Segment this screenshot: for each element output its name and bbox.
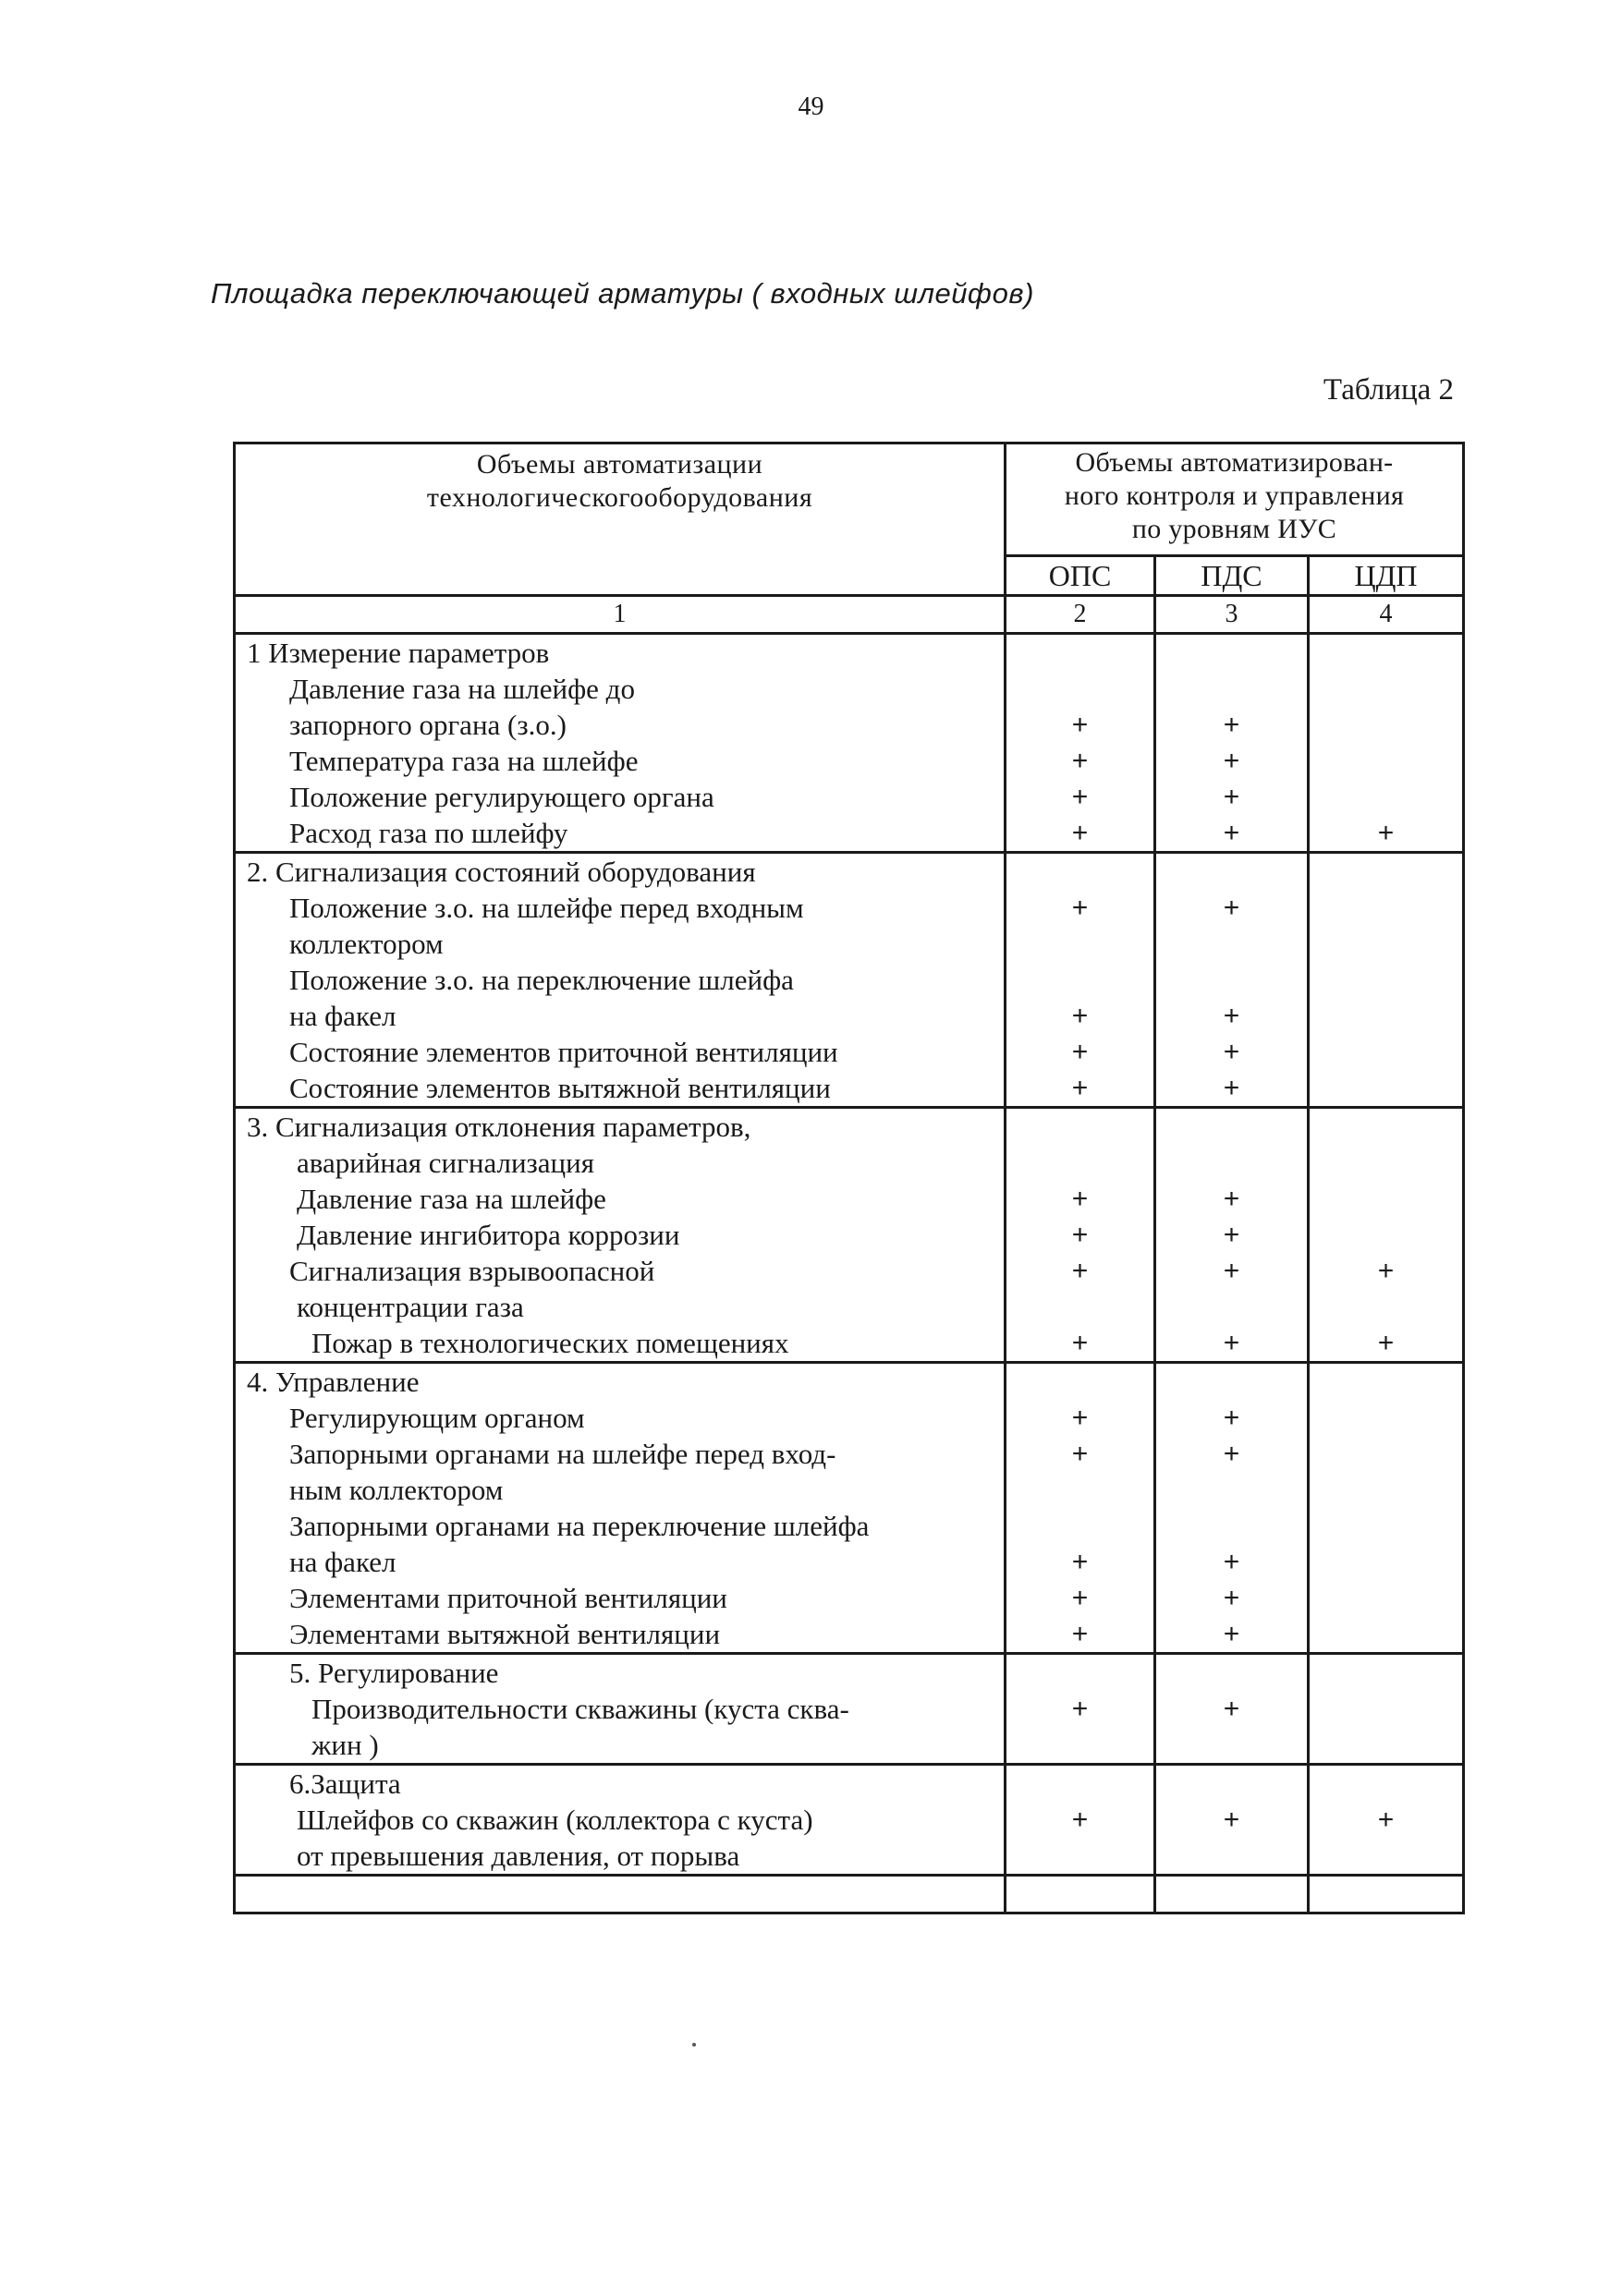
section-row: [235, 1108, 1464, 1363]
page-number: 49: [798, 92, 824, 121]
mark-cell-cdp: [1309, 1654, 1464, 1765]
plus-mark: +: [1071, 1037, 1089, 1067]
header-row: [235, 443, 1464, 556]
mark-cell-pds: [1155, 1108, 1309, 1363]
parameter-line: концентрации газа: [297, 1291, 524, 1323]
parameter-line: ным коллектором: [289, 1474, 504, 1506]
header-control-levels: [1006, 443, 1464, 556]
plus-mark: +: [1071, 893, 1089, 923]
parameter-line: Положение з.о. на переключение шлейфа: [289, 964, 794, 996]
plus-mark: [1310, 1109, 1462, 1145]
parameter-line: Температура газа на шлейфе: [289, 745, 639, 777]
plus-mark: [1310, 1616, 1462, 1652]
plus-mark: +: [1071, 782, 1089, 812]
plus-mark: [1006, 962, 1153, 998]
plus-mark: [1310, 1580, 1462, 1616]
mark-cell-ops: [1006, 634, 1155, 853]
header-right-line: Объемы автоматизирован-: [1075, 447, 1394, 478]
plus-mark: [1310, 1070, 1462, 1106]
section-heading: 5. Регулирование: [289, 1657, 499, 1689]
section-text-cell: [235, 1363, 1006, 1654]
mark-cell-ops: [1006, 1363, 1155, 1654]
parameter-line: Пожар в технологических помещениях: [311, 1327, 789, 1359]
plus-mark: [1310, 1472, 1462, 1508]
section-row: [235, 853, 1464, 1108]
plus-mark: [1310, 854, 1462, 890]
plus-mark: [1006, 1508, 1153, 1544]
section-row: [235, 634, 1464, 853]
mark-cell-ops: [1006, 1765, 1155, 1876]
plus-mark: +: [1223, 1220, 1240, 1250]
plus-mark: +: [1071, 1073, 1089, 1103]
plus-mark: +: [1223, 893, 1240, 923]
plus-mark: [1310, 743, 1462, 779]
plus-mark: +: [1223, 1328, 1240, 1358]
parameter-line: Производительности скважины (куста сква-: [311, 1693, 849, 1725]
plus-mark: [1006, 1364, 1153, 1400]
plus-mark: [1310, 998, 1462, 1034]
plus-mark: [1156, 635, 1307, 671]
mark-cell-cdp: [1309, 1108, 1464, 1363]
plus-mark: +: [1377, 1256, 1395, 1286]
level-ops: ОПС: [1006, 556, 1155, 596]
plus-mark: +: [1071, 1694, 1089, 1724]
plus-mark: [1006, 1766, 1153, 1802]
parameter-line: аварийная сигнализация: [297, 1147, 594, 1179]
header-automation-volumes: [235, 443, 1006, 596]
section-text-cell: [235, 1108, 1006, 1363]
column-number: 3: [1155, 596, 1309, 634]
parameter-line: Положение регулирующего органа: [289, 781, 714, 813]
plus-mark: +: [1071, 1001, 1089, 1031]
parameter-line: Запорными органами на шлейфе перед вход-: [289, 1438, 836, 1470]
plus-mark: [1156, 926, 1307, 962]
section-heading: 4. Управление: [247, 1366, 420, 1398]
plus-mark: +: [1223, 1583, 1240, 1613]
plus-mark: [1006, 854, 1153, 890]
column-number-row: [235, 596, 1464, 634]
plus-mark: [1006, 1145, 1153, 1181]
plus-mark: +: [1223, 1547, 1240, 1577]
parameter-line: Давление ингибитора коррозии: [297, 1219, 680, 1251]
parameter-line: жин ): [311, 1729, 379, 1761]
mark-cell-pds: [1155, 1765, 1309, 1876]
plus-mark: +: [1223, 710, 1240, 740]
plus-mark: [1310, 1766, 1462, 1802]
plus-mark: +: [1223, 1001, 1240, 1031]
empty-row: [235, 1876, 1464, 1913]
mark-cell-pds: [1155, 853, 1309, 1108]
parameter-line: Состояние элементов вытяжной вентиляции: [289, 1072, 831, 1104]
empty-cell: [1155, 1876, 1309, 1913]
plus-mark: [1310, 1181, 1462, 1217]
plus-mark: +: [1071, 1220, 1089, 1250]
plus-mark: [1156, 854, 1307, 890]
plus-mark: [1310, 1544, 1462, 1580]
section-row: [235, 1765, 1464, 1876]
plus-mark: [1310, 671, 1462, 707]
plus-mark: [1310, 1364, 1462, 1400]
plus-mark: +: [1071, 1804, 1089, 1835]
plus-mark: +: [1377, 818, 1395, 848]
empty-cell: [1309, 1876, 1464, 1913]
mark-cell-pds: [1155, 1654, 1309, 1765]
plus-mark: +: [1223, 1403, 1240, 1433]
plus-mark: +: [1223, 1073, 1240, 1103]
plus-mark: [1310, 1436, 1462, 1472]
parameter-line: Элементами приточной вентиляции: [289, 1582, 727, 1614]
plus-mark: [1310, 1289, 1462, 1325]
plus-mark: +: [1223, 1439, 1240, 1469]
column-number: 2: [1006, 596, 1155, 634]
parameter-line: Элементами вытяжной вентиляции: [289, 1618, 721, 1650]
level-cdp: ЦДП: [1309, 556, 1464, 596]
parameter-line: Шлейфов со скважин (коллектора с куста): [297, 1804, 813, 1836]
plus-mark: +: [1377, 1804, 1395, 1835]
mark-cell-ops: [1006, 853, 1155, 1108]
plus-mark: [1310, 1508, 1462, 1544]
section-row: [235, 1363, 1464, 1654]
section-text-cell: [235, 1765, 1006, 1876]
mark-cell-ops: [1006, 1108, 1155, 1363]
plus-mark: [1310, 1691, 1462, 1727]
column-number: 1: [235, 596, 1006, 634]
plus-mark: [1310, 1655, 1462, 1691]
plus-mark: +: [1223, 782, 1240, 812]
plus-mark: [1310, 1838, 1462, 1874]
plus-mark: +: [1071, 1547, 1089, 1577]
mark-cell-cdp: [1309, 853, 1464, 1108]
plus-mark: [1156, 1472, 1307, 1508]
parameter-line: коллектором: [289, 928, 444, 960]
plus-mark: [1310, 890, 1462, 926]
plus-mark: [1156, 1145, 1307, 1181]
level-pds: ПДС: [1155, 556, 1309, 596]
plus-mark: [1156, 1655, 1307, 1691]
parameter-line: Расход газа по шлейфу: [289, 817, 568, 849]
parameter-line: Состояние элементов приточной вентиляции: [289, 1036, 838, 1068]
plus-mark: +: [1071, 1256, 1089, 1286]
mark-cell-cdp: [1309, 1363, 1464, 1654]
mark-cell-cdp: [1309, 634, 1464, 853]
header-right-line: ного контроля и управления: [1064, 480, 1405, 511]
scan-dot: [692, 2043, 696, 2047]
plus-mark: [1310, 1034, 1462, 1070]
plus-mark: +: [1071, 746, 1089, 776]
plus-mark: [1310, 707, 1462, 743]
automation-table: [233, 442, 1465, 1914]
plus-mark: +: [1071, 1184, 1089, 1214]
mark-cell-cdp: [1309, 1765, 1464, 1876]
plus-mark: [1006, 1655, 1153, 1691]
header-left-line: Объемы автоматизации: [476, 449, 763, 480]
mark-cell-pds: [1155, 1363, 1309, 1654]
plus-mark: [1310, 926, 1462, 962]
plus-mark: [1006, 671, 1153, 707]
section-heading: 1 Измерение параметров: [247, 637, 550, 669]
empty-cell: [1006, 1876, 1155, 1913]
parameter-line: на факел: [289, 1000, 396, 1032]
plus-mark: +: [1377, 1328, 1395, 1358]
parameter-line: Сигнализация взрывоопасной: [289, 1255, 655, 1287]
document-title: Площадка переключающей арматуры ( входных шлейфов): [211, 277, 1034, 310]
plus-mark: [1310, 635, 1462, 671]
plus-mark: [1006, 1472, 1153, 1508]
plus-mark: +: [1071, 1583, 1089, 1613]
header-right-line: по уровням ИУС: [1131, 514, 1337, 544]
parameter-line: от превышения давления, от порыва: [297, 1840, 740, 1872]
plus-mark: +: [1223, 818, 1240, 848]
parameter-line: Давление газа на шлейфе: [297, 1183, 606, 1215]
plus-mark: [1310, 1217, 1462, 1253]
section-heading: 3. Сигнализация отклонения параметров,: [247, 1111, 751, 1143]
plus-mark: +: [1223, 1184, 1240, 1214]
parameter-line: Запорными органами на переключение шлейфа: [289, 1510, 870, 1542]
section-heading: 2. Сигнализация состояний оборудования: [247, 856, 756, 888]
plus-mark: +: [1071, 1328, 1089, 1358]
plus-mark: [1156, 962, 1307, 998]
plus-mark: +: [1223, 1694, 1240, 1724]
plus-mark: [1006, 926, 1153, 962]
plus-mark: [1310, 1400, 1462, 1436]
plus-mark: +: [1223, 746, 1240, 776]
plus-mark: [1006, 1838, 1153, 1874]
plus-mark: +: [1223, 1619, 1240, 1649]
parameter-line: на факел: [289, 1546, 396, 1578]
plus-mark: [1310, 779, 1462, 815]
plus-mark: [1156, 671, 1307, 707]
section-text-cell: [235, 853, 1006, 1108]
parameter-line: Регулирующим органом: [289, 1402, 585, 1434]
plus-mark: [1006, 1289, 1153, 1325]
plus-mark: [1156, 1838, 1307, 1874]
plus-mark: [1310, 1145, 1462, 1181]
plus-mark: +: [1071, 1403, 1089, 1433]
plus-mark: [1156, 1727, 1307, 1763]
section-text-cell: [235, 634, 1006, 853]
header-left-line: технологическогооборудования: [426, 482, 813, 513]
section-text-cell: [235, 1654, 1006, 1765]
plus-mark: +: [1071, 710, 1089, 740]
parameter-line: запорного органа (з.о.): [289, 709, 567, 741]
plus-mark: [1156, 1109, 1307, 1145]
plus-mark: +: [1071, 1439, 1089, 1469]
section-heading: 6.Защита: [289, 1768, 401, 1800]
plus-mark: [1156, 1508, 1307, 1544]
plus-mark: +: [1223, 1037, 1240, 1067]
plus-mark: [1006, 1109, 1153, 1145]
parameter-line: Давление газа на шлейфе до: [289, 673, 635, 705]
plus-mark: [1156, 1364, 1307, 1400]
plus-mark: [1156, 1289, 1307, 1325]
plus-mark: +: [1223, 1804, 1240, 1835]
empty-cell: [235, 1876, 1006, 1913]
plus-mark: [1310, 1727, 1462, 1763]
plus-mark: [1006, 635, 1153, 671]
parameter-line: Положение з.о. на шлейфе перед входным: [289, 892, 804, 924]
mark-cell-pds: [1155, 634, 1309, 853]
plus-mark: [1006, 1727, 1153, 1763]
plus-mark: +: [1071, 1619, 1089, 1649]
column-number: 4: [1309, 596, 1464, 634]
section-row: [235, 1654, 1464, 1765]
plus-mark: +: [1223, 1256, 1240, 1286]
plus-mark: [1310, 962, 1462, 998]
plus-mark: [1156, 1766, 1307, 1802]
table-label: Таблица 2: [1323, 373, 1454, 407]
plus-mark: +: [1071, 818, 1089, 848]
mark-cell-ops: [1006, 1654, 1155, 1765]
